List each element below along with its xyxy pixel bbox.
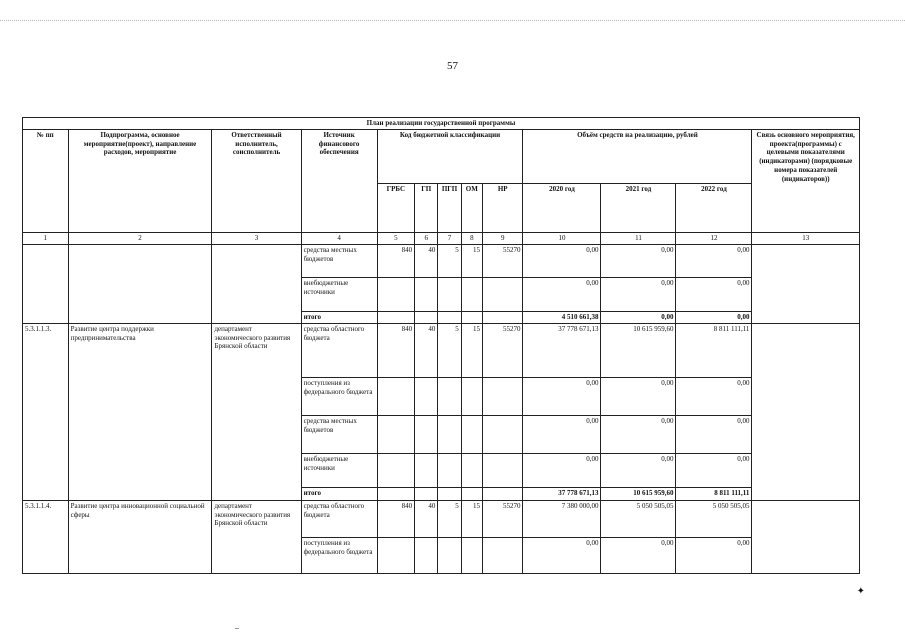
scan-mark-icon: ✦	[856, 586, 865, 597]
row-responsible	[212, 244, 301, 323]
table-row	[23, 323, 860, 377]
row-2021: 0,00	[601, 244, 676, 277]
row-pgp: 5	[438, 323, 461, 377]
row-nr: 55270	[482, 244, 523, 277]
column-index-row	[23, 232, 860, 244]
row-2022: 5 050 505,05	[676, 500, 752, 537]
row-nr: 55270	[482, 500, 523, 537]
row-grbs	[377, 487, 414, 500]
row-nr	[482, 377, 523, 415]
row-source: поступления из федерального бюджета	[301, 377, 377, 415]
row-om	[461, 487, 482, 500]
row-nr	[482, 487, 523, 500]
row-pgp: 5	[438, 244, 461, 277]
row-2020: 37 778 671,13	[523, 323, 601, 377]
row-2022: 0,00	[676, 311, 752, 323]
index-cell: 4	[301, 232, 377, 244]
index-cell: 11	[601, 232, 676, 244]
row-nr: 55270	[482, 323, 523, 377]
row-number	[23, 244, 69, 323]
row-2020: 0,00	[523, 377, 601, 415]
row-pgp	[438, 537, 461, 573]
row-gp	[415, 537, 438, 573]
header-2022: 2022 год	[676, 183, 752, 232]
header-gp: ГП	[415, 183, 438, 232]
row-2022: 0,00	[676, 453, 752, 487]
header-source: Источник финансового обеспечения	[301, 129, 377, 232]
header-name: Подпрограмма, основное мероприятие(проект), направление расходов, мероприятие	[68, 129, 212, 232]
table-row	[23, 500, 860, 537]
header-pgp: ПГП	[438, 183, 461, 232]
row-gp	[415, 377, 438, 415]
row-2021: 10 615 959,60	[601, 323, 676, 377]
row-source: средства областного бюджета	[301, 323, 377, 377]
row-source: поступления из федерального бюджета	[301, 537, 377, 573]
header-nr: НР	[482, 183, 523, 232]
row-nr	[482, 311, 523, 323]
row-om	[461, 453, 482, 487]
row-grbs	[377, 377, 414, 415]
row-gp	[415, 311, 438, 323]
index-cell: 9	[482, 232, 523, 244]
row-grbs	[377, 537, 414, 573]
row-source: итого	[301, 487, 377, 500]
header-2021: 2021 год	[601, 183, 676, 232]
row-pgp	[438, 377, 461, 415]
row-2021: 0,00	[601, 277, 676, 311]
header-grbs: ГРБС	[377, 183, 414, 232]
header-responsible: Ответственный исполнитель, соисполнитель	[212, 129, 301, 232]
row-om	[461, 311, 482, 323]
header-amount: Объём средств на реализацию, рублей	[523, 129, 752, 183]
index-cell: 2	[68, 232, 212, 244]
row-number: 5.3.1.1.3.	[23, 323, 69, 500]
row-2020: 4 510 661,38	[523, 311, 601, 323]
index-cell: 10	[523, 232, 601, 244]
row-name: Развитие центра поддержки предпринимательства	[68, 323, 212, 500]
row-pgp	[438, 487, 461, 500]
row-grbs	[377, 415, 414, 453]
row-indicator-link	[752, 323, 860, 500]
row-name	[68, 244, 212, 323]
row-gp: 40	[415, 244, 438, 277]
row-2022: 0,00	[676, 415, 752, 453]
row-om	[461, 377, 482, 415]
row-om	[461, 415, 482, 453]
index-cell: 7	[438, 232, 461, 244]
row-source: внебюджетные источники	[301, 453, 377, 487]
header-om: ОМ	[461, 183, 482, 232]
row-source: внебюджетные источники	[301, 277, 377, 311]
row-2021: 0,00	[601, 453, 676, 487]
row-grbs: 840	[377, 323, 414, 377]
row-om	[461, 537, 482, 573]
row-source: итого	[301, 311, 377, 323]
row-om: 15	[461, 244, 482, 277]
row-number: 5.3.1.1.4.	[23, 500, 69, 573]
row-om: 15	[461, 500, 482, 537]
row-pgp	[438, 277, 461, 311]
scan-dot	[235, 628, 239, 629]
row-name: Развитие центра инновационной социальной сферы	[68, 500, 212, 573]
row-nr	[482, 415, 523, 453]
row-gp	[415, 453, 438, 487]
row-2020: 37 778 671,13	[523, 487, 601, 500]
row-gp: 40	[415, 323, 438, 377]
row-2020: 7 380 000,00	[523, 500, 601, 537]
row-2021: 0,00	[601, 415, 676, 453]
row-2020: 0,00	[523, 453, 601, 487]
row-2021: 5 050 505,05	[601, 500, 676, 537]
row-responsible: департамент экономического развития Брянской области	[212, 323, 301, 500]
row-pgp	[438, 311, 461, 323]
row-source: средства областного бюджета	[301, 500, 377, 537]
row-2021: 0,00	[601, 377, 676, 415]
row-indicator-link	[752, 244, 860, 323]
index-cell: 1	[23, 232, 69, 244]
index-cell: 12	[676, 232, 752, 244]
row-source: средства местных бюджетов	[301, 244, 377, 277]
index-cell: 3	[212, 232, 301, 244]
row-nr	[482, 277, 523, 311]
row-2020: 0,00	[523, 537, 601, 573]
header-link: Связь основного мероприятия, проекта(программы) с целевыми показателями (индикаторами) (порядковые номера показателей (индикаторов))	[752, 129, 860, 232]
index-cell: 8	[461, 232, 482, 244]
row-gp	[415, 487, 438, 500]
row-om	[461, 277, 482, 311]
row-responsible: департамент экономического развития Брянской области	[212, 500, 301, 573]
row-2022: 0,00	[676, 537, 752, 573]
row-indicator-link	[752, 500, 860, 573]
row-grbs: 840	[377, 500, 414, 537]
row-nr	[482, 537, 523, 573]
row-grbs	[377, 453, 414, 487]
index-cell: 13	[752, 232, 860, 244]
row-grbs: 840	[377, 244, 414, 277]
row-2022: 0,00	[676, 277, 752, 311]
row-2021: 10 615 959,60	[601, 487, 676, 500]
header-kbk: Код бюджетной классификации	[377, 129, 523, 183]
row-2022: 8 811 111,11	[676, 323, 752, 377]
row-pgp: 5	[438, 500, 461, 537]
row-gp: 40	[415, 500, 438, 537]
header-num: № пп	[23, 129, 69, 232]
row-2021: 0,00	[601, 311, 676, 323]
index-cell: 6	[415, 232, 438, 244]
row-2020: 0,00	[523, 415, 601, 453]
row-om: 15	[461, 323, 482, 377]
row-pgp	[438, 453, 461, 487]
page-number: 57	[447, 60, 458, 72]
row-2022: 0,00	[676, 244, 752, 277]
row-source: средства местных бюджетов	[301, 415, 377, 453]
row-pgp	[438, 415, 461, 453]
row-2022: 0,00	[676, 377, 752, 415]
row-grbs	[377, 311, 414, 323]
implementation-plan-table	[22, 117, 860, 574]
row-gp	[415, 277, 438, 311]
scan-artifact-line	[0, 20, 905, 27]
row-gp	[415, 415, 438, 453]
row-2020: 0,00	[523, 277, 601, 311]
table-title: План реализации государственной программы	[23, 118, 860, 130]
row-2020: 0,00	[523, 244, 601, 277]
index-cell: 5	[377, 232, 414, 244]
row-2022: 8 811 111,11	[676, 487, 752, 500]
table-row	[23, 244, 860, 277]
row-2021: 0,00	[601, 537, 676, 573]
row-grbs	[377, 277, 414, 311]
row-nr	[482, 453, 523, 487]
header-2020: 2020 год	[523, 183, 601, 232]
